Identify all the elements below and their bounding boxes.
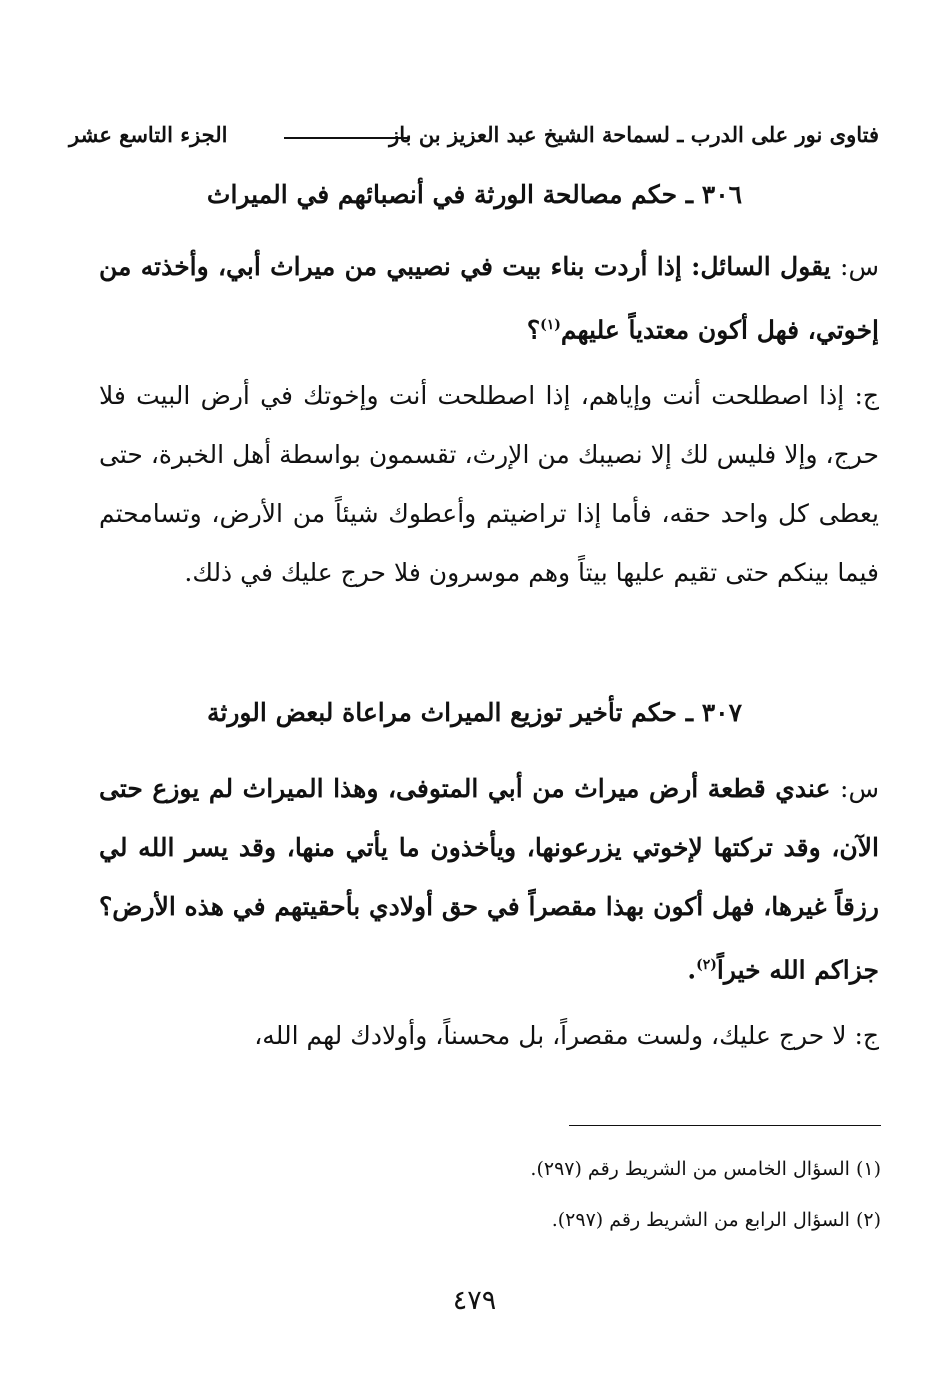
section-heading-307: ٣٠٧ ـ حكم تأخير توزيع الميراث مراعاة لبعض الورثة bbox=[206, 698, 743, 727]
footnote-2: (٢) السؤال الرابع من الشريط رقم (٢٩٧). bbox=[551, 1209, 881, 1231]
question-text: عندي قطعة أرض ميراث من أبي المتوفى، وهذا الميراث لم يوزع حتى الآن، وقد تركتها لإخوتي يزرعونها، ويأخذون ما يأتي منها، وقد يسر الله لي رزقاً غيرها، فهل أكون بهذا مقصراً في حق أولادي بأحقيتهم في هذه الأرض؟ جزاكم الله خيراً bbox=[99, 774, 879, 985]
book-title: فتاوى نور على الدرب ـ لسماحة الشيخ عبد العزيز بن باز bbox=[389, 122, 879, 147]
answer-text: لا حرج عليك، ولست مقصراً، بل محسناً، وأولادك لهم الله، bbox=[254, 1021, 847, 1050]
answer-text: إذا اصطلحت أنت وإياهم، إذا اصطلحت أنت وإخوتك في أرض البيت فلا حرج، وإلا فليس لك إلا نصيبك من الإرث، تقسمون بواسطة أهل الخبرة، حتى يعطى كل واحد حقه، فأما إذا تراضيتم وأعطوك شيئاً من الأرض، وتسامحتم فيما بينكم حتى تقيم عليها بيتاً وهم موسرون فلا حرج عليك في ذلك. bbox=[99, 381, 879, 587]
question-text: يقول السائل: إذا أردت بناء بيت في نصيبي من ميراث أبي، وأخذته من إخوتي، فهل أكون معتدياً عليهم bbox=[99, 252, 879, 345]
answer-307 bbox=[99, 1006, 879, 1065]
answer-306 bbox=[99, 366, 879, 602]
footnote-ref-1[interactable]: (١) bbox=[540, 317, 561, 333]
answer-prefix: ج: bbox=[854, 381, 880, 410]
question-prefix: س: bbox=[840, 774, 879, 803]
question-306 bbox=[99, 237, 879, 359]
part-label: الجزء التاسع عشر bbox=[69, 122, 228, 147]
footnote-divider bbox=[569, 1125, 881, 1126]
footnote-1: (١) السؤال الخامس من الشريط رقم (٢٩٧). bbox=[530, 1158, 881, 1180]
question-end: ؟ bbox=[526, 315, 541, 345]
header-rule bbox=[284, 137, 409, 139]
answer-prefix: ج: bbox=[854, 1021, 879, 1050]
page-number: ٤٧٩ bbox=[452, 1285, 497, 1316]
question-end: . bbox=[687, 955, 697, 985]
footnote-ref-2[interactable]: (٢) bbox=[696, 957, 717, 973]
question-307 bbox=[99, 759, 879, 999]
running-header bbox=[69, 118, 879, 154]
question-prefix: س: bbox=[840, 252, 879, 281]
section-heading-306: ٣٠٦ ـ حكم مصالحة الورثة في أنصبائهم في الميراث bbox=[206, 180, 743, 209]
